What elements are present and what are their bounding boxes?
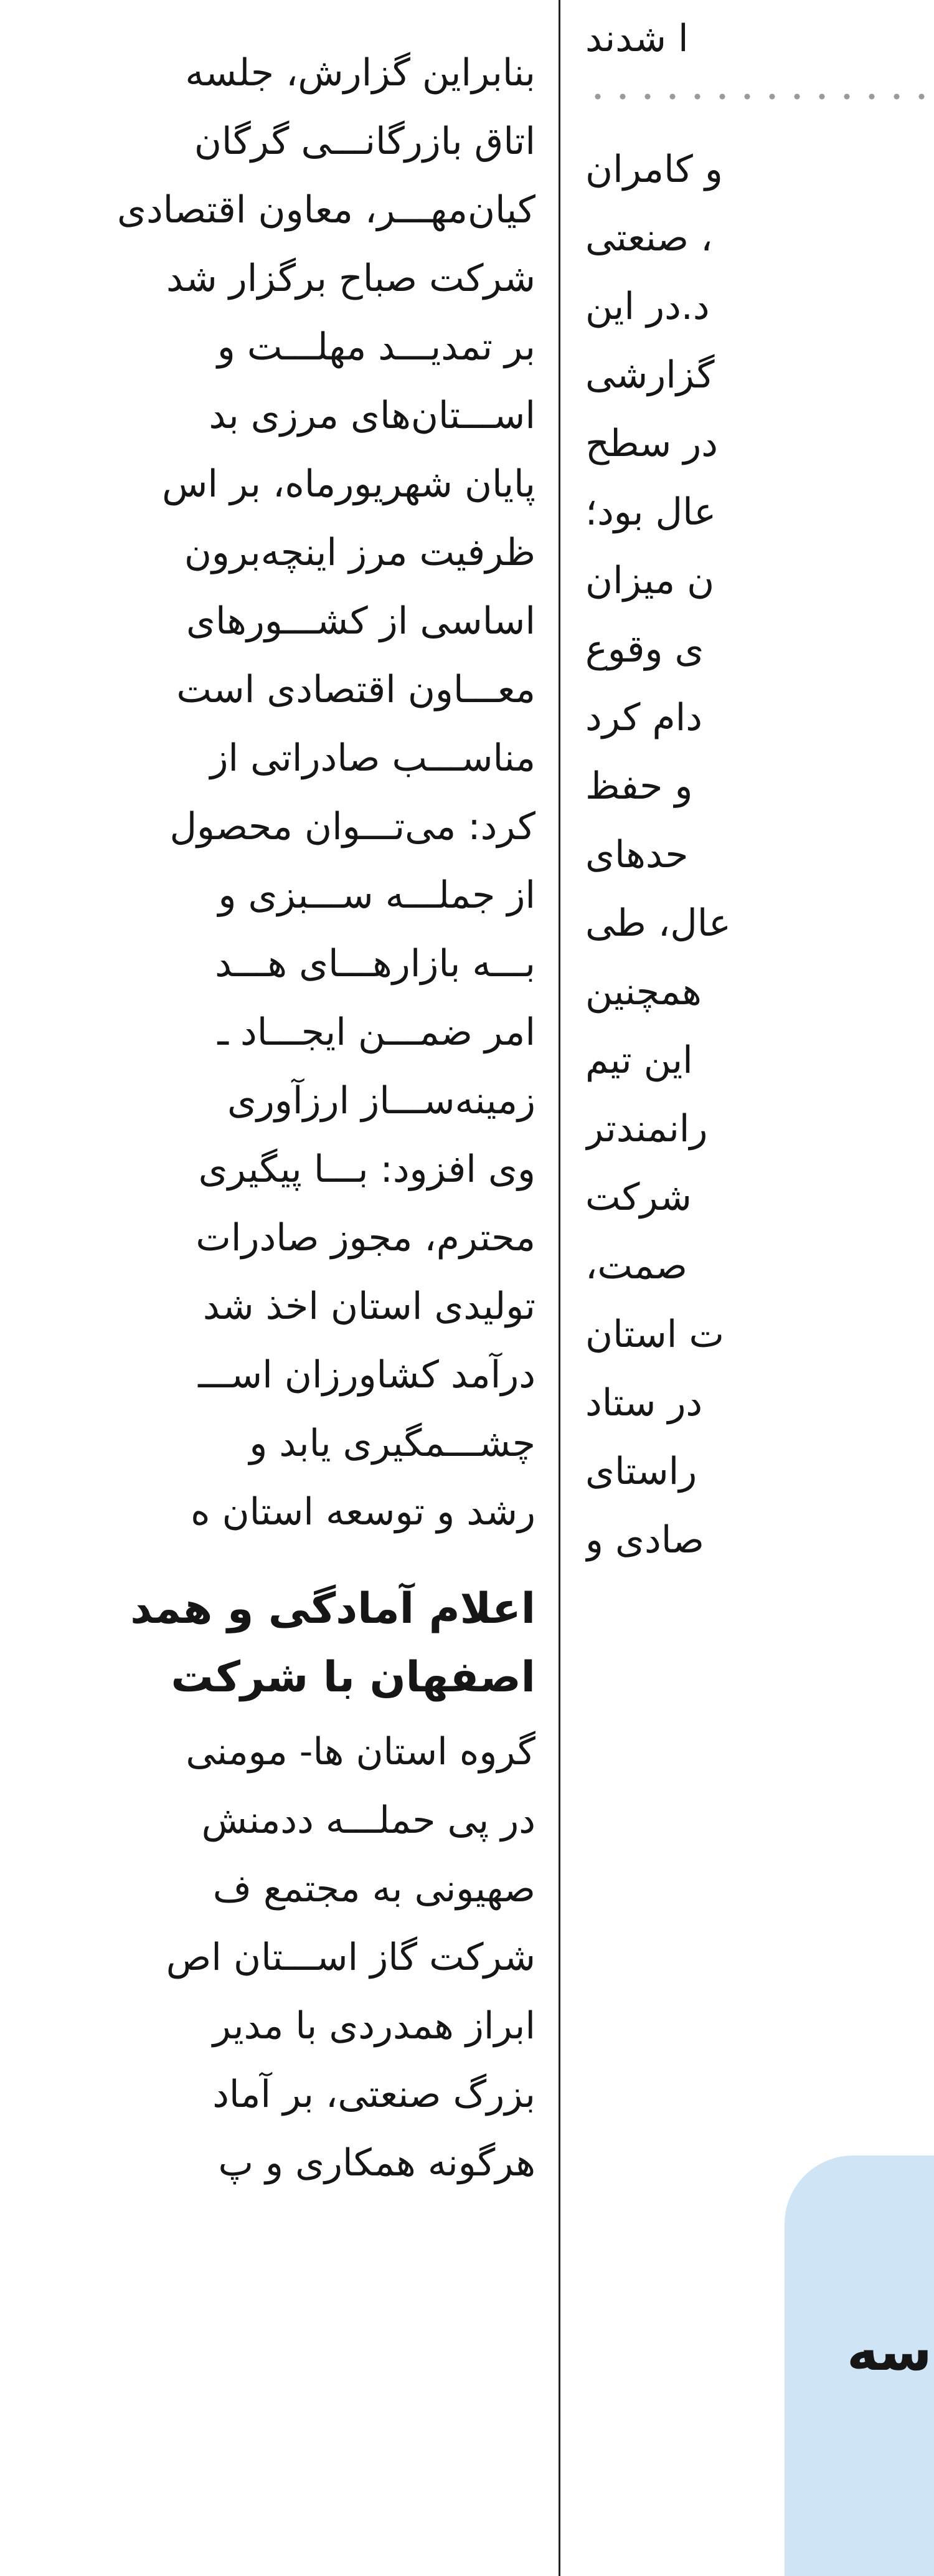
article-line: شرکت [585, 1176, 692, 1219]
article-line: ظرفیت مرز اینچه‌برون [184, 531, 535, 574]
article-line: در سطح [585, 422, 718, 465]
article-line: ا شدند [585, 17, 689, 60]
article-heading-line-1: اعلام آمادگی و همد [130, 1584, 535, 1633]
article-line: عال، طی [585, 901, 731, 945]
article-line: ت استان [585, 1313, 724, 1356]
article-line: بنابراین گزارش، جلسه [185, 51, 535, 95]
article-line: هرگونه همکاری و پ [218, 2141, 535, 2185]
article-line: این تیم [585, 1038, 693, 1082]
article-line: چشـــمگیری یابد و [249, 1422, 535, 1465]
column-divider [559, 0, 560, 2576]
article-line: دام کرد [585, 696, 702, 739]
article-line: عال بود؛ [585, 490, 717, 534]
article-line: ، صنعتی [585, 216, 713, 260]
article-line: تولیدی استان اخذ شد [202, 1285, 535, 1328]
article-line: وی افزود: بـــا پیگیری [198, 1148, 535, 1191]
article-line: از جملـــه ســـبزی و [218, 873, 535, 917]
article-line: در ستاد [585, 1381, 703, 1425]
article-line: بزرگ صنعتی، بر آماد [212, 2073, 535, 2116]
article-line: در پی حملـــه ددمنش [201, 1799, 535, 1842]
article-line: ابراز همدردی با مدیر [212, 2004, 535, 2048]
article-line: اتاق بازرگانـــی گرگان [194, 120, 535, 163]
article-line: اساسی از کشـــورهای [186, 599, 535, 643]
article-line: رانمندتر [585, 1107, 708, 1151]
article-line: و کامران [585, 148, 723, 191]
article-line: بـــه بازارهـــای هـــد [215, 942, 535, 986]
article-line: درآمد کشاورزان اســـ [198, 1353, 535, 1397]
article-line: گروه استان ها- مومنی [186, 1730, 535, 1774]
article-line: امر ضمـــن ایجـــاد ـ [217, 1010, 535, 1054]
article-line: صمت، [585, 1244, 687, 1288]
article-line: صهیونی به مجتمع ف [212, 1867, 535, 1911]
article-line: صادی و [585, 1518, 704, 1562]
article-line: حدهای [585, 833, 689, 877]
article-line: محترم، مجوز صادرات [196, 1216, 535, 1260]
article-line: معـــاون اقتصادی است [176, 668, 535, 711]
article-line: پایان شهریورماه، بر اس [162, 462, 535, 506]
article-heading-line-2: اصفهان با شرکت [171, 1653, 535, 1702]
article-line: زمینه‌ســـاز ارزآوری [227, 1079, 535, 1123]
article-line: بر تمدیـــد مهلـــت و [217, 325, 535, 369]
article-line: اســـتان‌های مرزی بد [209, 394, 535, 437]
article-line: ی وقوع [585, 627, 704, 671]
article-line: شرکت صباح برگزار شد [166, 257, 535, 300]
article-line: ن میزان [585, 559, 715, 602]
right-article-column [585, 0, 934, 2576]
highlight-box-title: سه [847, 2321, 932, 2383]
article-line: رشد و توسعه استان ه [191, 1490, 535, 1534]
article-line: شرکت گاز اســـتان اص [166, 1936, 535, 1979]
article-line: کیان‌مهـــر، معاون اقتصادی [116, 188, 535, 232]
article-line: کرد: می‌تـــوان محصول [169, 805, 535, 848]
article-line: و حفظ [585, 764, 693, 808]
article-line: راستای [585, 1450, 697, 1493]
article-line: مناســـب صادراتی از [210, 736, 535, 780]
article-line: د.در این [585, 285, 710, 328]
dotted-separator [585, 90, 934, 103]
article-line: گزارشی [585, 353, 715, 397]
article-line: همچنین [585, 970, 702, 1014]
